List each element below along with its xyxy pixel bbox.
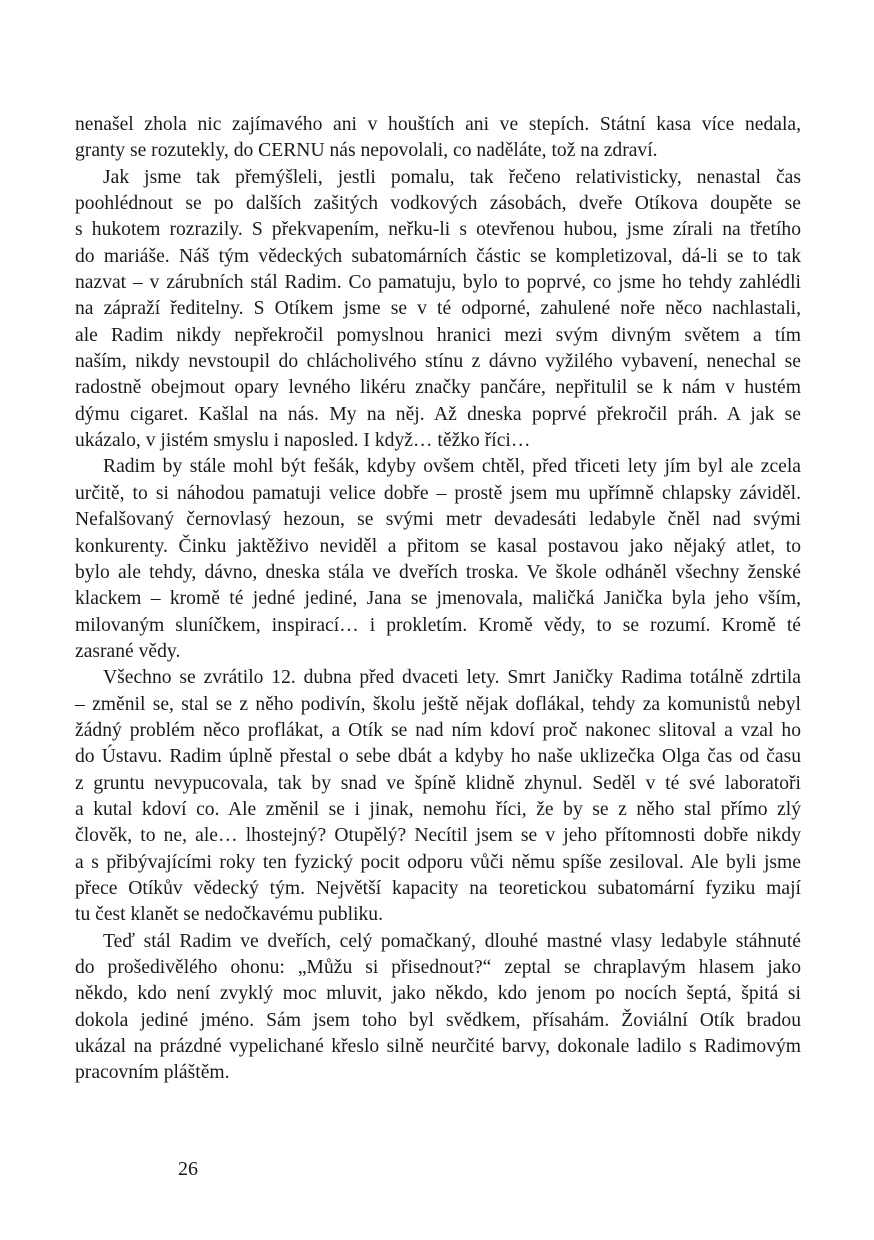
text-line: Teď stál Radim ve dveřích, celý pomačkaný, dlouhé mastné vlasy ledabyle stáhnuté bbox=[103, 930, 801, 952]
paragraph-4 bbox=[75, 665, 801, 928]
page-number: 26 bbox=[178, 1158, 198, 1180]
text-line: milovaným sluníčkem, inspirací… i prokletím. Kromě vědy, to se rozumí. Kromě té bbox=[75, 614, 801, 636]
text-line: člověk, to ne, ale… lhostejný? Otupělý? Necítil jsem se v jeho přítomnosti dobře nikdy bbox=[75, 825, 801, 847]
text-line: granty se rozutekly, do CERNU nás nepovolali, co naděláte, tož na zdraví. bbox=[75, 140, 658, 162]
text-line: do mariáše. Náš tým vědeckých subatomárních částic se kompletizoval, dá-li se to tak bbox=[75, 245, 801, 267]
text-line: s hukotem rozrazily. S překvapením, neřku-li s otevřenou hubou, jsme zírali na třetího bbox=[75, 219, 801, 241]
text-line: žádný problém něco proflákat, a Otík se nad ním kdoví proč nakonec slitoval a vzal ho bbox=[75, 719, 801, 741]
text-line: nazvat – v zárubních stál Radim. Co pamatuju, bylo to poprvé, co jsme ho tehdy zahlédli bbox=[75, 272, 801, 294]
text-line: do Ústavu. Radim úplně přestal o sebe dbát a kdyby ho naše uklizečka Olga čas od času bbox=[75, 746, 801, 768]
text-line: dokola jediné jméno. Sám jsem toho byl svědkem, přísahám. Žoviální Otík bradou bbox=[75, 1009, 801, 1031]
text-line: určitě, to si náhodou pamatuji velice dobře – prostě jsem mu upřímně chlapsky záviděl. bbox=[75, 482, 801, 504]
text-line: zasrané vědy. bbox=[75, 640, 181, 662]
text-line: do prošedivělého ohonu: „Můžu si přisednout?“ zeptal se chraplavým hlasem jako bbox=[75, 957, 801, 978]
text-line: tu čest klanět se nedočkavému publiku. bbox=[75, 904, 383, 926]
text-line: a kutal kdoví co. Ale změnil se i jinak, nemohu říci, že by se z něho stal přímo zlý bbox=[75, 798, 801, 820]
text-line: nenašel zhola nic zajímavého ani v houštích ani ve stepích. Státní kasa více nedala, bbox=[75, 114, 801, 135]
text-line: přece Otíkův vědecký tým. Největší kapacity na teoretickou subatomární fyziku mají bbox=[75, 877, 801, 899]
text-line: Nefalšovaný černovlasý hezoun, se svými metr devadesáti ledabyle čněl nad svými bbox=[75, 509, 801, 531]
text-line: konkurenty. Činku jaktěživo neviděl a přitom se kasal postavou jako nějaký atlet, to bbox=[75, 535, 801, 557]
text-line: klackem – kromě té jedné jediné, Jana se jmenovala, maličká Janička byla jeho vším, bbox=[75, 588, 801, 610]
text-line: Jak jsme tak přemýšleli, jestli pomalu, tak řečeno relativisticky, nenastal čas bbox=[103, 166, 801, 188]
paragraph-1 bbox=[75, 112, 801, 165]
paragraph-5 bbox=[75, 929, 801, 1087]
text-line: bylo ale tehdy, dávno, dneska stála ve dveřích troska. Ve škole odháněl všechny ženské bbox=[75, 561, 801, 583]
text-line: na zápraží ředitelny. S Otíkem jsme se v té odporné, zahulené noře něco nachlastali, bbox=[75, 298, 801, 320]
text-line: radostně obejmout opary levného likéru značky pančáre, nepřitulil se k nám v hustém bbox=[75, 377, 801, 399]
text-line: poohlédnout se po dalších zašitých vodkových zásobách, dveře Otíkova doupěte se bbox=[75, 193, 801, 215]
text-line: a s přibývajícími roky ten fyzický pocit odporu vůči němu spíše zesiloval. Ale byli jsme bbox=[75, 851, 801, 873]
text-line: ale Radim nikdy nepřekročil pomyslnou hranici mezi svým divným světem a tím bbox=[75, 324, 801, 346]
text-line: naším, nikdy nevstoupil do chlácholivého stínu z dávno vyžilého vybavení, nenechal se bbox=[75, 351, 801, 373]
paragraph-2 bbox=[75, 165, 801, 455]
text-line: ukázal na prázdné vypelichané křeslo silně neurčité barvy, dokonale ladilo s Radimovým bbox=[75, 1036, 801, 1058]
text-line: ukázalo, v jistém smyslu i naposled. I když… těžko říci… bbox=[75, 430, 531, 452]
body-text bbox=[75, 112, 801, 1087]
text-line: – změnil se, stal se z něho podivín, školu ještě nějak doflákal, tehdy za komunistů nebyl bbox=[75, 693, 801, 715]
text-line: někdo, kdo není zvyklý moc mluvit, jako někdo, kdo jenom po nocích šeptá, špitá si bbox=[75, 983, 801, 1005]
text-line: Radim by stále mohl být fešák, kdyby ovšem chtěl, před třiceti lety jím byl ale zcela bbox=[103, 456, 801, 478]
text-line: dýmu cigaret. Kašlal na nás. My na něj. Až dneska poprvé překročil práh. A jak se bbox=[75, 403, 801, 425]
paragraph-3 bbox=[75, 454, 801, 665]
text-line: pracovním pláštěm. bbox=[75, 1062, 230, 1084]
text-line: z gruntu nevypucovala, tak by snad ve špíně klidně zhynul. Seděl v té své laboratoři bbox=[75, 772, 801, 794]
text-line: Všechno se zvrátilo 12. dubna před dvaceti lety. Smrt Janičky Radima totálně zdrtila bbox=[103, 667, 801, 689]
